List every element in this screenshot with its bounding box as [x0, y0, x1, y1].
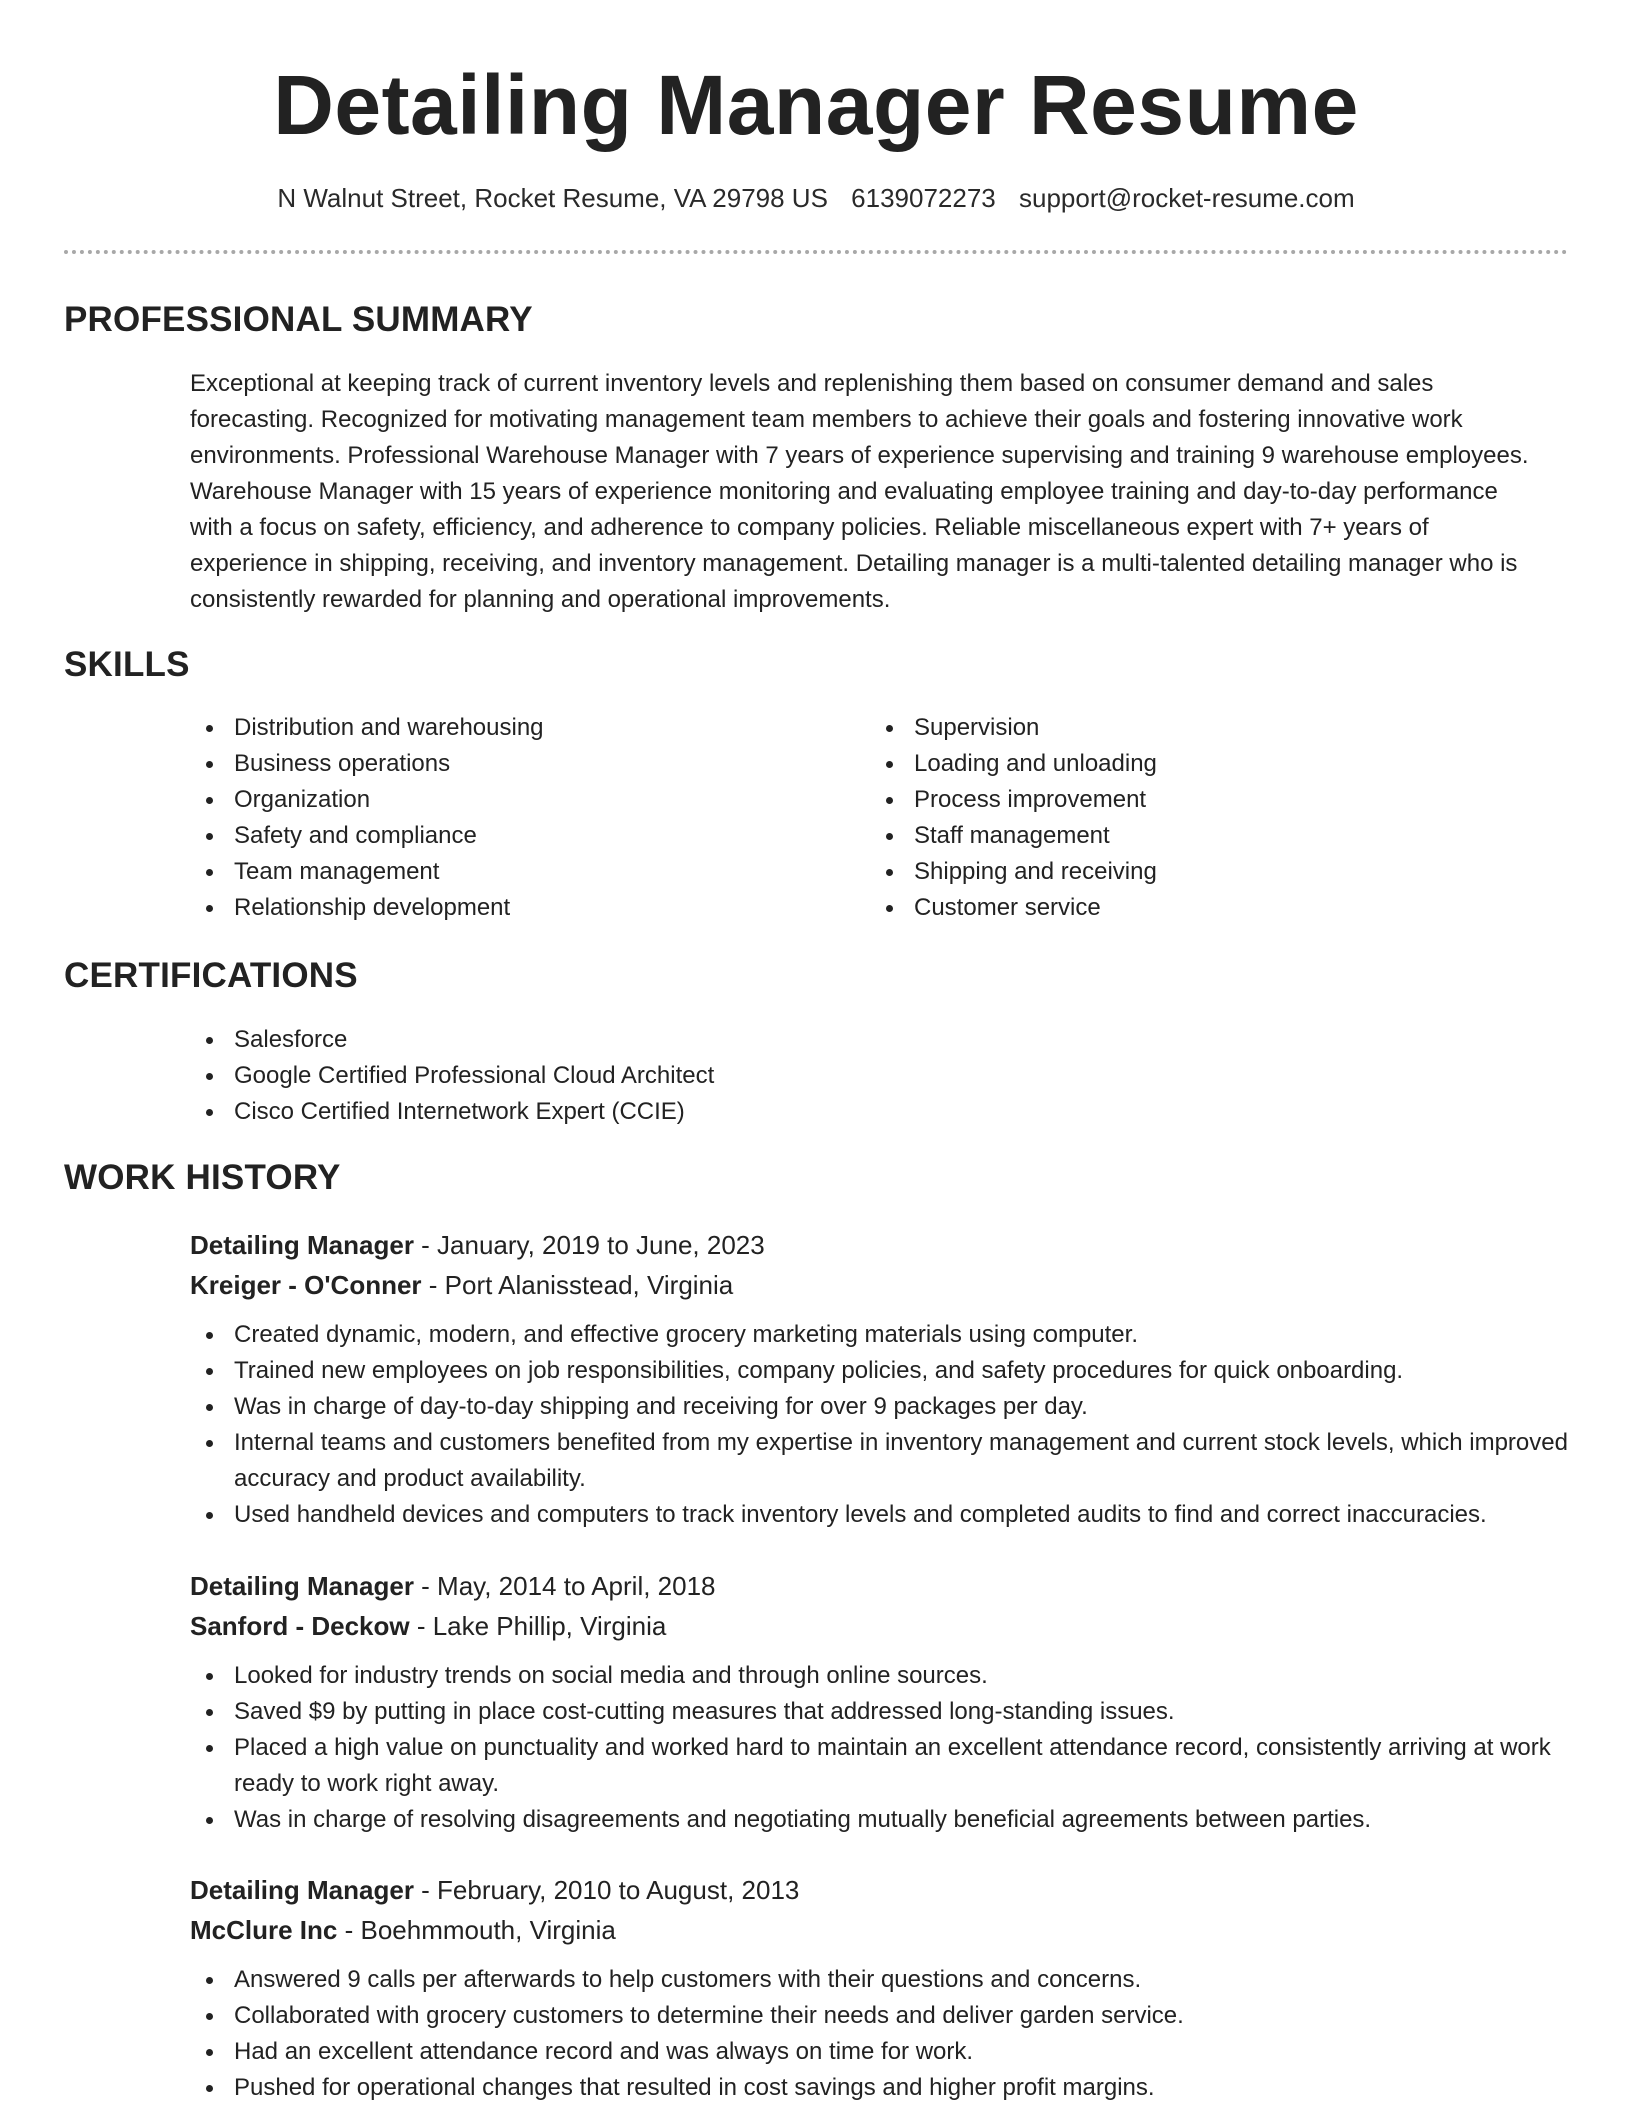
- skill-label: Process improvement: [914, 786, 1147, 813]
- skill-label: Loading and unloading: [914, 750, 1157, 777]
- certifications-column: [190, 1022, 1390, 1130]
- job-bullet-text: Internal teams and customers benefited from my expertise in inventory management and current stock levels, which improved accuracy and product availability.: [234, 1429, 1568, 1492]
- bullet-icon: [206, 1512, 213, 1519]
- job-dates: - February, 2010 to August, 2013: [413, 1875, 800, 1905]
- bullet-icon: [886, 833, 893, 840]
- certification-label: Salesforce: [234, 1026, 348, 1053]
- job-title-line: [190, 1225, 1570, 1265]
- job-company-line: [190, 1265, 1570, 1305]
- job-bullet-text: Used handheld devices and computers to track inventory levels and completed audits to find and correct inaccuracies.: [234, 1501, 1487, 1528]
- list-item: [190, 1658, 1570, 1694]
- header-divider: [64, 250, 1568, 254]
- bullet-icon: [206, 1817, 213, 1824]
- bullet-icon: [206, 1368, 213, 1375]
- skills-right-column: [870, 710, 1470, 926]
- contact-email: support@rocket-resume.com: [1019, 183, 1355, 213]
- skill-label: Business operations: [234, 750, 451, 777]
- list-item: [190, 1730, 1570, 1802]
- skills-heading: SKILLS: [64, 645, 190, 684]
- list-item: [190, 710, 790, 746]
- job-company: Kreiger - O'Conner: [190, 1270, 422, 1300]
- bullet-icon: [206, 1440, 213, 1447]
- bullet-icon: [886, 869, 893, 876]
- job-dates: - January, 2019 to June, 2023: [413, 1230, 765, 1260]
- job-location: - Lake Phillip, Virginia: [409, 1611, 667, 1641]
- job-bullet-text: Looked for industry trends on social media and through online sources.: [234, 1662, 988, 1689]
- certification-label: Google Certified Professional Cloud Architect: [234, 1062, 715, 1089]
- list-item: [870, 890, 1470, 926]
- list-item: [190, 1425, 1570, 1497]
- bullet-icon: [206, 869, 213, 876]
- job-bullet-text: Was in charge of resolving disagreements and negotiating mutually beneficial agreements between parties.: [234, 1806, 1372, 1833]
- list-item: [190, 1094, 1390, 1130]
- contact-address: N Walnut Street, Rocket Resume, VA 29798 US: [277, 183, 828, 213]
- list-item: [190, 1497, 1570, 1533]
- bullet-icon: [206, 1073, 213, 1080]
- bullet-icon: [206, 2013, 213, 2020]
- job-bullet-text: Created dynamic, modern, and effective grocery marketing materials using computer.: [234, 1321, 1138, 1348]
- skill-label: Distribution and warehousing: [234, 714, 544, 741]
- bullet-icon: [206, 2049, 213, 2056]
- job-entry: [190, 1225, 1570, 1533]
- job-entry: [190, 1566, 1570, 1838]
- job-location: - Port Alanisstead, Virginia: [421, 1270, 734, 1300]
- job-company: McClure Inc: [190, 1915, 338, 1945]
- skill-label: Shipping and receiving: [914, 858, 1157, 885]
- bullet-icon: [206, 1332, 213, 1339]
- bullet-icon: [886, 725, 893, 732]
- bullet-icon: [206, 2085, 213, 2092]
- certifications-list: [190, 1022, 1390, 1130]
- bullet-icon: [206, 1745, 213, 1752]
- list-item: [190, 854, 790, 890]
- bullet-icon: [206, 833, 213, 840]
- list-item: [190, 890, 790, 926]
- skill-label: Organization: [234, 786, 371, 813]
- bullet-icon: [206, 761, 213, 768]
- list-item: [190, 2070, 1570, 2106]
- bullet-icon: [886, 761, 893, 768]
- summary-heading: PROFESSIONAL SUMMARY: [64, 300, 533, 339]
- list-item: [190, 1389, 1570, 1425]
- job-bullet-text: Was in charge of day-to-day shipping and receiving for over 9 packages per day.: [234, 1393, 1088, 1420]
- bullet-icon: [206, 1404, 213, 1411]
- job-bullet-text: Pushed for operational changes that resulted in cost savings and higher profit margins.: [234, 2074, 1155, 2101]
- job-bullet-text: Saved $9 by putting in place cost-cutting measures that addressed long-standing issues.: [234, 1698, 1175, 1725]
- bullet-icon: [206, 1673, 213, 1680]
- bullet-icon: [886, 905, 893, 912]
- skills-left-column: [190, 710, 790, 926]
- list-item: [870, 710, 1470, 746]
- list-item: [190, 1802, 1570, 1838]
- job-bullet-text: Trained new employees on job responsibilities, company policies, and safety procedures for quick onboarding.: [234, 1357, 1404, 1384]
- bullet-icon: [206, 1709, 213, 1716]
- skill-label: Safety and compliance: [234, 822, 477, 849]
- list-item: [190, 746, 790, 782]
- bullet-icon: [206, 1109, 213, 1116]
- list-item: [190, 1022, 1390, 1058]
- certifications-heading: CERTIFICATIONS: [64, 956, 358, 995]
- list-item: [870, 746, 1470, 782]
- skill-label: Team management: [234, 858, 440, 885]
- job-bullet-text: Placed a high value on punctuality and worked hard to maintain an excellent attendance record, consistently arriving at work ready to work right away.: [234, 1734, 1551, 1797]
- skill-label: Relationship development: [234, 894, 511, 921]
- summary-text: Exceptional at keeping track of current inventory levels and replenishing them based on consumer demand and sales forecasting. Recognized for motivating management team members to achieve their goals and fostering innovative work environments. Professional Warehouse Manager with 7 years of experience supervising and training 9 warehouse employees. Warehouse Manager with 15 years of experience monitoring and evaluating employee training and day-to-day performance with a focus on safety, efficiency, and adherence to company policies. Reliable miscellaneous expert with 7+ years of experience in shipping, receiving, and inventory management. Detailing manager is a multi-talented detailing manager who is consistently rewarded for planning and operational improvements.: [190, 370, 1529, 613]
- skill-label: Staff management: [914, 822, 1110, 849]
- job-company: Sanford - Deckow: [190, 1611, 410, 1641]
- list-item: [190, 1353, 1570, 1389]
- list-item: [190, 782, 790, 818]
- list-item: [190, 1998, 1570, 2034]
- job-bullet-text: Answered 9 calls per afterwards to help customers with their questions and concerns.: [234, 1966, 1142, 1993]
- job-bullets: [190, 1962, 1570, 2106]
- job-company-line: [190, 1606, 1570, 1646]
- job-bullet-text: Collaborated with grocery customers to determine their needs and deliver garden service.: [234, 2002, 1184, 2029]
- list-item: [190, 1694, 1570, 1730]
- bullet-icon: [206, 725, 213, 732]
- job-company-line: [190, 1910, 1570, 1950]
- bullet-icon: [206, 797, 213, 804]
- contact-phone: 6139072273: [851, 183, 996, 213]
- skill-label: Customer service: [914, 894, 1101, 921]
- list-item: [190, 1058, 1390, 1094]
- list-item: [190, 2034, 1570, 2070]
- page-title: Detailing Manager Resume: [273, 58, 1359, 152]
- bullet-icon: [206, 1037, 213, 1044]
- job-bullet-text: Had an excellent attendance record and was always on time for work.: [234, 2038, 974, 2065]
- work-history-heading: WORK HISTORY: [64, 1158, 341, 1197]
- job-title-line: [190, 1566, 1570, 1606]
- certification-label: Cisco Certified Internetwork Expert (CCIE): [234, 1098, 685, 1125]
- list-item: [870, 818, 1470, 854]
- contact-line: [0, 180, 1632, 216]
- list-item: [190, 818, 790, 854]
- job-title-line: [190, 1870, 1570, 1910]
- bullet-icon: [206, 905, 213, 912]
- list-item: [190, 1962, 1570, 1998]
- bullet-icon: [206, 1977, 213, 1984]
- job-location: - Boehmmouth, Virginia: [337, 1915, 616, 1945]
- list-item: [870, 782, 1470, 818]
- job-title: Detailing Manager: [190, 1571, 414, 1601]
- list-item: [870, 854, 1470, 890]
- job-entry: [190, 1870, 1570, 2106]
- job-bullets: [190, 1658, 1570, 1838]
- job-bullets: [190, 1317, 1570, 1533]
- job-dates: - May, 2014 to April, 2018: [413, 1571, 716, 1601]
- bullet-icon: [886, 797, 893, 804]
- skill-label: Supervision: [914, 714, 1040, 741]
- job-title: Detailing Manager: [190, 1230, 414, 1260]
- skills-left-list: [190, 710, 790, 926]
- list-item: [190, 1317, 1570, 1353]
- job-title: Detailing Manager: [190, 1875, 414, 1905]
- skills-right-list: [870, 710, 1470, 926]
